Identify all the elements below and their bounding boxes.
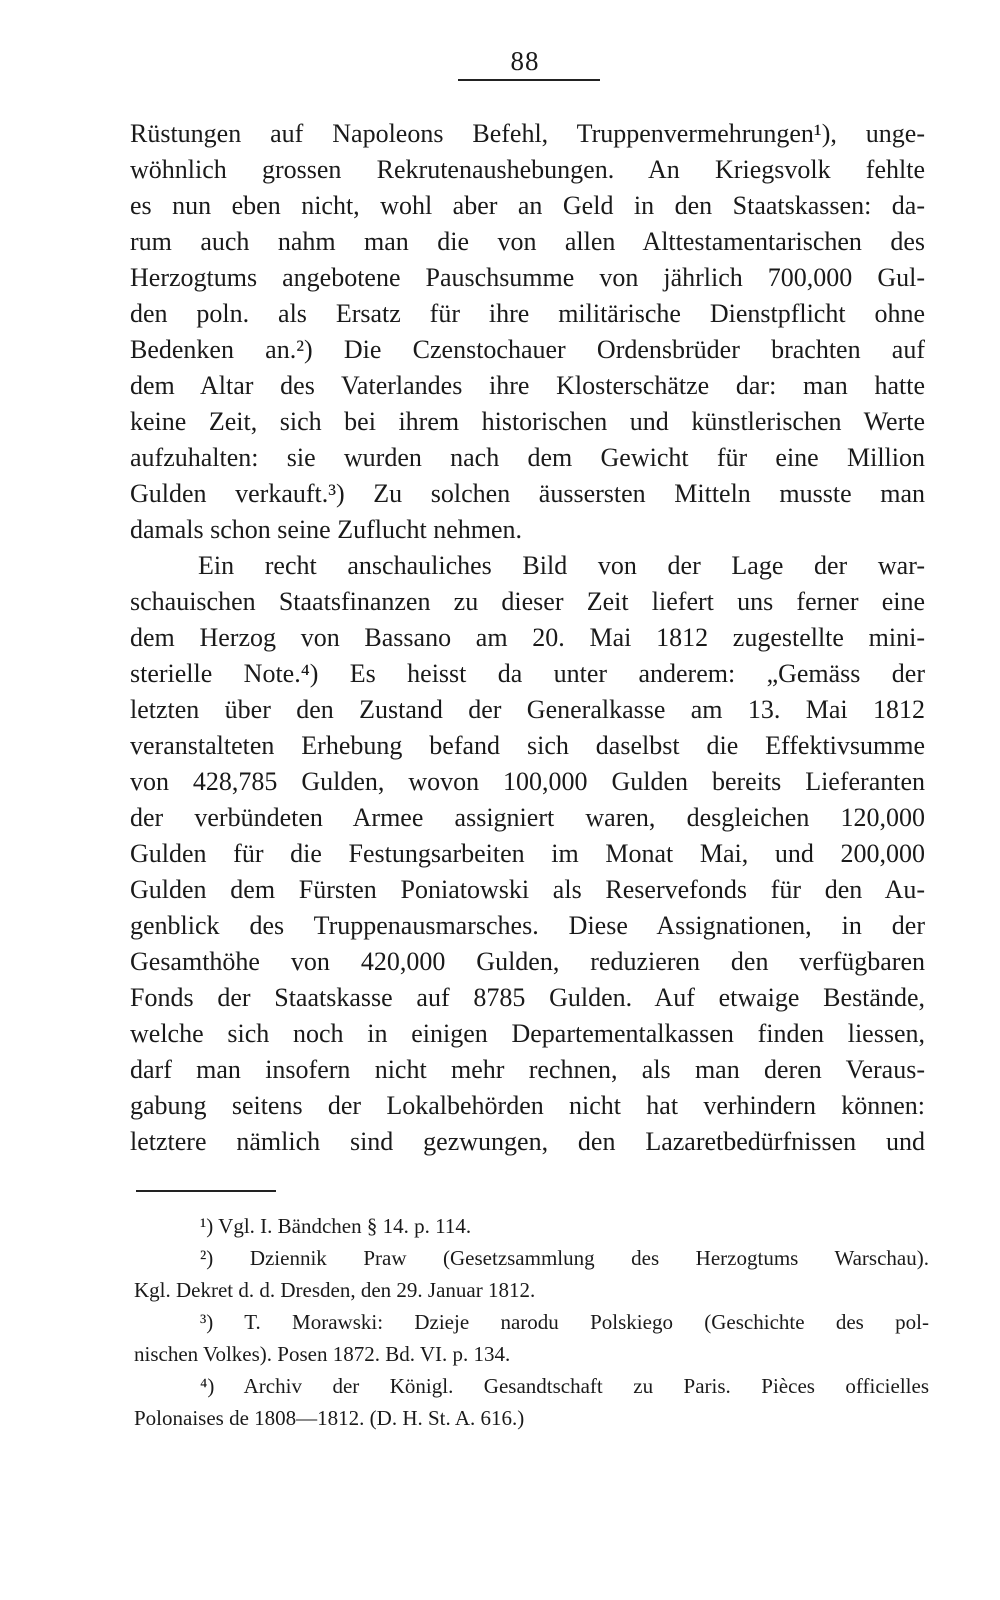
body-line: Bedenken an.²) Die Czenstochauer Ordensbrüder brachten auf: [130, 335, 925, 364]
body-line: den poln. als Ersatz für ihre militärische Dienstpflicht ohne: [130, 299, 925, 328]
body-text: [130, 116, 925, 1160]
body-line: schauischen Staatsfinanzen zu dieser Zeit liefert uns ferner eine: [130, 587, 925, 616]
body-line: sterielle Note.⁴) Es heisst da unter anderem: „Gemäss der: [130, 659, 925, 688]
body-line: Rüstungen auf Napoleons Befehl, Truppenvermehrungen¹), unge-: [130, 119, 925, 148]
body-line: Gulden dem Fürsten Poniatowski als Reservefonds für den Au-: [130, 875, 925, 904]
footnote-line: nischen Volkes). Posen 1872. Bd. VI. p. 134.: [134, 1342, 511, 1366]
footnote-line: Polonaises de 1808—1812. (D. H. St. A. 616.): [134, 1406, 525, 1430]
body-line: wöhnlich grossen Rekrutenaushebungen. An Kriegsvolk fehlte: [130, 155, 925, 184]
body-line: veranstalteten Erhebung befand sich daselbst die Effektivsumme: [130, 731, 925, 760]
footnote-line: ¹) Vgl. I. Bändchen § 14. p. 114.: [200, 1214, 472, 1238]
footnotes: [134, 1210, 929, 1434]
body-line: es nun eben nicht, wohl aber an Geld in den Staatskassen: da-: [130, 191, 925, 220]
body-line: genblick des Truppenausmarsches. Diese Assignationen, in der: [130, 911, 925, 940]
body-line: darf man insofern nicht mehr rechnen, als man deren Veraus-: [130, 1055, 925, 1084]
footnote-rule: [136, 1190, 276, 1192]
footnote-line: ³) T. Morawski: Dzieje narodu Polskiego (Geschichte des pol-: [200, 1310, 929, 1334]
body-line: welche sich noch in einigen Departementalkassen finden liessen,: [130, 1019, 925, 1048]
body-line: letzten über den Zustand der Generalkasse am 13. Mai 1812: [130, 695, 925, 724]
body-line: dem Altar des Vaterlandes ihre Klosterschätze dar: man hatte: [130, 371, 925, 400]
body-line: Gulden für die Festungsarbeiten im Monat Mai, und 200,000: [130, 839, 925, 868]
footnote-line: Kgl. Dekret d. d. Dresden, den 29. Januar 1812.: [134, 1278, 536, 1302]
body-line: Gulden verkauft.³) Zu solchen äussersten Mitteln musste man: [130, 479, 925, 508]
body-line: rum auch nahm man die von allen Alttestamentarischen des: [130, 227, 925, 256]
body-line: von 428,785 Gulden, wovon 100,000 Gulden bereits Lieferanten: [130, 767, 925, 796]
body-line: Gesamthöhe von 420,000 Gulden, reduzieren den verfügbaren: [130, 947, 925, 976]
body-line: letztere nämlich sind gezwungen, den Lazaretbedürfnissen und: [130, 1127, 925, 1156]
body-line: keine Zeit, sich bei ihrem historischen und künstlerischen Werte: [130, 407, 925, 436]
body-line: dem Herzog von Bassano am 20. Mai 1812 zugestellte mini-: [130, 623, 925, 652]
body-line: damals schon seine Zuflucht nehmen.: [130, 515, 523, 544]
footnote-line: ⁴) Archiv der Königl. Gesandtschaft zu Paris. Pièces officielles: [200, 1374, 929, 1398]
body-line: aufzuhalten: sie wurden nach dem Gewicht für eine Million: [130, 443, 925, 472]
page-number: 88: [510, 46, 540, 76]
footnote-line: ²) Dziennik Praw (Gesetzsammlung des Herzogtums Warschau).: [200, 1246, 929, 1270]
body-line: Ein recht anschauliches Bild von der Lage der war-: [198, 551, 925, 580]
body-line: Fonds der Staatskasse auf 8785 Gulden. Auf etwaige Bestände,: [130, 983, 925, 1012]
body-line: Herzogtums angebotene Pauschsumme von jährlich 700,000 Gul-: [130, 263, 925, 292]
body-line: der verbündeten Armee assigniert waren, desgleichen 120,000: [130, 803, 925, 832]
page-number-rule: [458, 79, 600, 81]
body-line: gabung seitens der Lokalbehörden nicht hat verhindern können:: [130, 1091, 925, 1120]
